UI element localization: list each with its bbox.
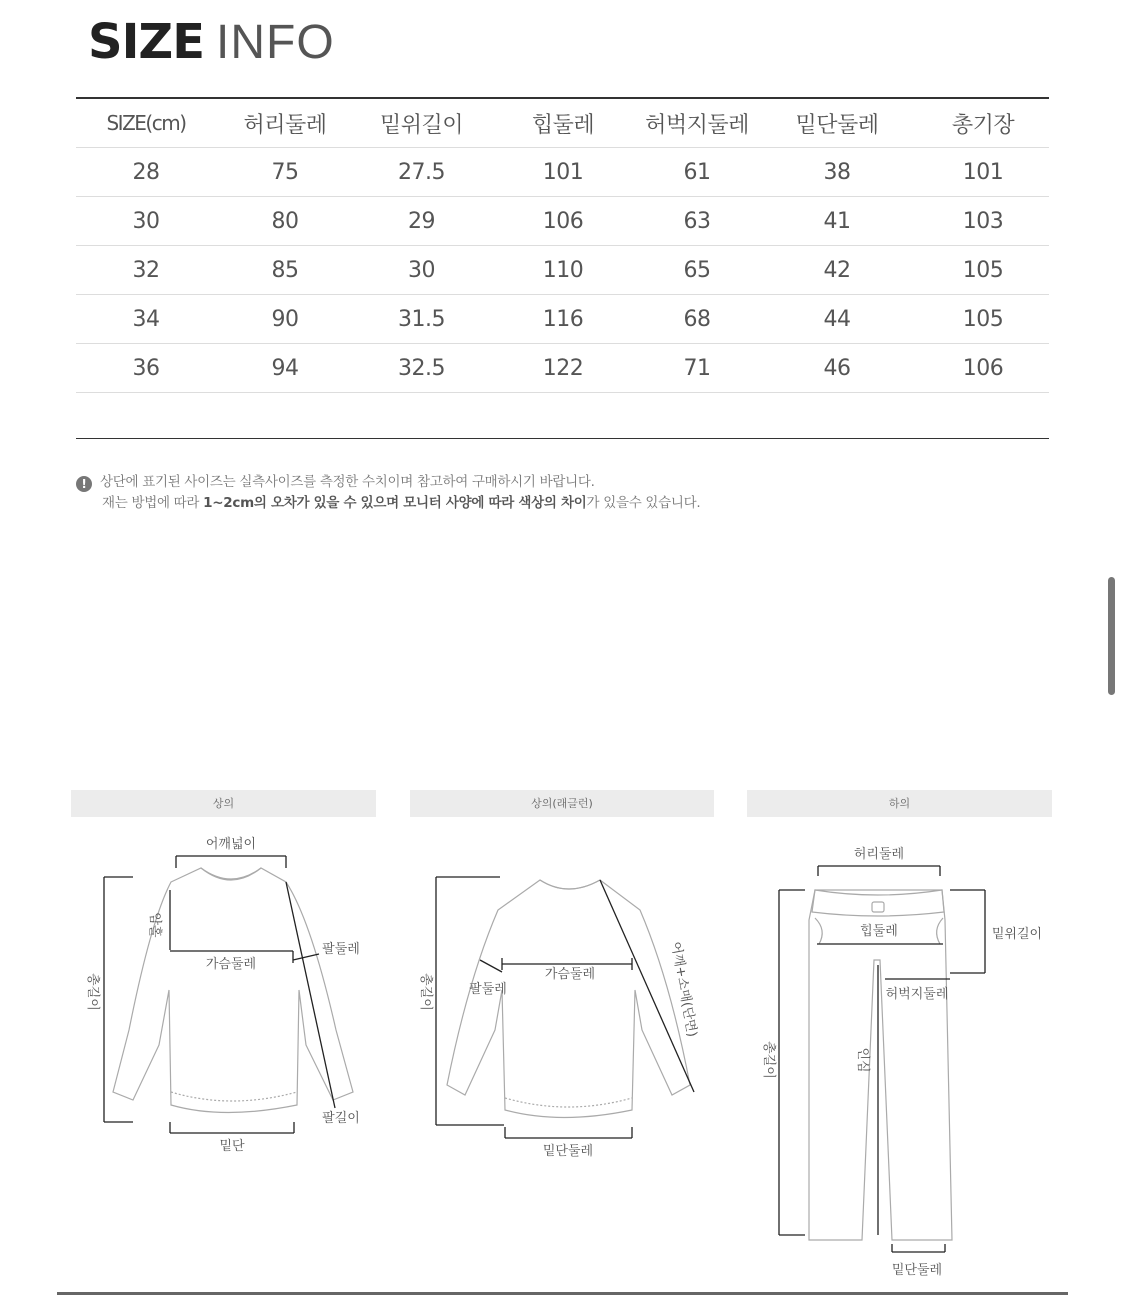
label-sleeve-width: 팔둘레: [469, 982, 507, 997]
header-thigh: 허벅지둘레: [637, 99, 757, 148]
label-inseam: 인심: [855, 1047, 870, 1073]
cell: 94: [216, 344, 354, 393]
table-row: [76, 246, 1049, 295]
cell: 122: [489, 344, 637, 393]
cell: 42: [757, 246, 917, 295]
cell: 103: [917, 197, 1049, 246]
table-bottom-rule: [76, 438, 1049, 439]
cell: 61: [637, 148, 757, 197]
raglan-outline-icon: [447, 880, 690, 1118]
exclamation-icon: !: [76, 476, 92, 492]
title-light: INFO: [216, 16, 335, 69]
label-shoulder: 어깨넓이: [205, 837, 257, 852]
table-header-row: [76, 99, 1049, 148]
notice-text-1: 상단에 표기된 사이즈는 실측사이즈를 측정한 수치이며 참고하여 구매하시기 바랍니다.: [100, 474, 595, 490]
size-info-title: [88, 14, 335, 70]
notice-text-2a: 재는 방법에 따라: [102, 495, 204, 511]
cell: 28: [76, 148, 216, 197]
cell: 30: [354, 246, 489, 295]
scrollbar-thumb[interactable]: [1108, 577, 1115, 695]
size-table: [76, 99, 1049, 393]
label-total-length: 총길이: [761, 1041, 776, 1079]
label-sleeve-width: 팔둘레: [322, 942, 360, 957]
cell: 106: [917, 344, 1049, 393]
header-hip: 힙둘레: [489, 99, 637, 148]
cell: 85: [216, 246, 354, 295]
notice-text-2b: 1~2cm의 오차가 있을 수 있으며 모니터 사양에 따라 색상의 차이: [203, 495, 587, 511]
bottom-rule: [57, 1292, 1068, 1295]
cell: 44: [757, 295, 917, 344]
label-total-length: 총길이: [418, 973, 433, 1011]
notice-line-1: [76, 472, 700, 493]
cell: 27.5: [354, 148, 489, 197]
label-hem: 밑단: [219, 1139, 245, 1154]
panel-header-raglan: 상의(래글런): [410, 790, 714, 817]
cell: 34: [76, 295, 216, 344]
cell: 75: [216, 148, 354, 197]
cell: 80: [216, 197, 354, 246]
header-hem: 밑단둘레: [757, 99, 917, 148]
cell: 30: [76, 197, 216, 246]
label-armhole: 암홀: [147, 912, 162, 938]
title-bold: SIZE: [88, 14, 205, 70]
label-rise: 밑위길이: [991, 927, 1043, 942]
cell: 36: [76, 344, 216, 393]
table-row: [76, 295, 1049, 344]
cell: 41: [757, 197, 917, 246]
cell: 110: [489, 246, 637, 295]
cell: 46: [757, 344, 917, 393]
pants-diagram: [747, 820, 1052, 1282]
header-waist: 허리둘레: [216, 99, 354, 148]
label-total-length: 총길이: [85, 973, 100, 1011]
top-diagram: [71, 820, 376, 1160]
label-chest: 가슴둘레: [205, 957, 257, 972]
label-sleeve-length: 팔길이: [322, 1111, 360, 1126]
cell: 106: [489, 197, 637, 246]
cell: 65: [637, 246, 757, 295]
label-thigh: 허벅지둘레: [885, 987, 949, 1002]
table-row: [76, 148, 1049, 197]
cell: 38: [757, 148, 917, 197]
cell: 116: [489, 295, 637, 344]
panel-header-top: 상의: [71, 790, 376, 817]
table-row: [76, 197, 1049, 246]
size-notice: [76, 472, 700, 514]
label-chest: 가슴둘레: [544, 967, 596, 982]
label-shoulder-sleeve: 어깨+소매(단면): [667, 940, 700, 1039]
cell: 105: [917, 295, 1049, 344]
cell: 101: [489, 148, 637, 197]
label-waist: 허리둘레: [853, 847, 905, 862]
header-size: SIZE(cm): [76, 99, 216, 148]
cell: 32: [76, 246, 216, 295]
cell: 32.5: [354, 344, 489, 393]
panel-header-bottom: 하의: [747, 790, 1052, 817]
label-hem: 밑단둘레: [891, 1263, 943, 1278]
tshirt-outline-icon: [113, 868, 353, 1113]
pants-outline-icon: [809, 890, 952, 1240]
header-rise: 밑위길이: [354, 99, 489, 148]
label-hem: 밑단둘레: [542, 1144, 594, 1159]
cell: 101: [917, 148, 1049, 197]
cell: 63: [637, 197, 757, 246]
cell: 105: [917, 246, 1049, 295]
cell: 90: [216, 295, 354, 344]
notice-line-2: [76, 493, 700, 514]
table-row: [76, 344, 1049, 393]
notice-text-2c: 가 있을수 있습니다.: [586, 495, 701, 511]
raglan-diagram: [410, 820, 714, 1160]
cell: 71: [637, 344, 757, 393]
cell: 31.5: [354, 295, 489, 344]
header-total-length: 총기장: [917, 99, 1049, 148]
label-hip: 힙둘레: [860, 924, 898, 939]
cell: 29: [354, 197, 489, 246]
cell: 68: [637, 295, 757, 344]
